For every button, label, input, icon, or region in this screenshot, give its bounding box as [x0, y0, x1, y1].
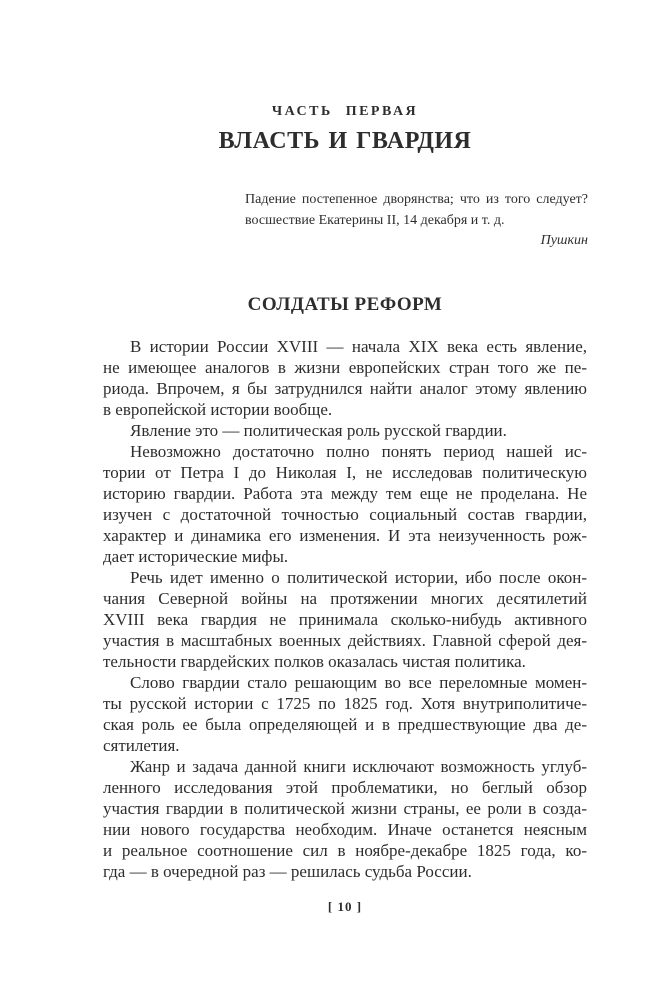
text-line: Невозможно достаточно полно понять период нашей ис-	[130, 442, 587, 461]
text-line: риода. Впрочем, я бы затруднился найти аналог этому явлению	[103, 379, 587, 398]
text-line: XVIII века гвардия не принимала сколько-нибудь активного	[103, 610, 587, 629]
text-line: ленного исследования этой проблематики, но беглый обзор	[103, 778, 587, 797]
epigraph-line: Падение постепенное дворянства; что из того следует?	[245, 192, 588, 207]
text-line: сятилетия.	[103, 736, 180, 755]
paragraph	[103, 756, 587, 882]
text-line: изучен с достаточной точностью социальный состав гвардии,	[103, 505, 587, 524]
body-text	[103, 336, 587, 882]
epigraph-attribution: Пушкин	[540, 233, 588, 248]
paragraph	[103, 441, 587, 567]
text-line: гда — в очередной раз — решилась судьба России.	[103, 862, 472, 881]
paragraph	[103, 567, 587, 672]
text-line: участия в масштабных военных действиях. Главной сферой дея-	[103, 631, 587, 650]
paragraph	[103, 336, 587, 420]
text-line: Слово гвардии стало решающим во все переломные момен-	[130, 673, 587, 692]
text-line: Жанр и задача данной книги исключают возможность углуб-	[130, 757, 587, 776]
text-line: В истории России XVIII — начала XIX века есть явление,	[130, 337, 587, 356]
text-line: историю гвардии. Работа эта между тем еще не проделана. Не	[103, 484, 587, 503]
paragraph	[103, 672, 587, 756]
text-line: не имеющее аналогов в жизни европейских стран того же пе-	[103, 358, 587, 377]
text-line: Явление это — политическая роль русской гвардии.	[130, 421, 507, 440]
paragraph	[103, 420, 587, 441]
text-line: в европейской истории вообще.	[103, 400, 333, 419]
text-line: и реальное соотношение сил в ноябре-декабре 1825 года, ко-	[103, 841, 587, 860]
text-line: тельности гвардейских полков оказалась чистая политика.	[103, 652, 526, 671]
text-line: характер и динамика его изменения. И эта неизученность рож-	[103, 526, 587, 545]
epigraph	[245, 189, 588, 231]
part-label: ЧАСТЬ ПЕРВАЯ	[271, 104, 419, 119]
text-line: нии нового государства необходим. Иначе останется неясным	[103, 820, 587, 839]
text-line: тории от Петра I до Николая I, не исследовав политическую	[103, 463, 587, 482]
text-line: ты русской истории с 1725 по 1825 год. Хотя внутриполитиче-	[103, 694, 587, 713]
text-block	[103, 0, 587, 1000]
text-line: ская роль ее была определяющей и в предшествующие два де-	[103, 715, 587, 734]
part-title: ВЛАСТЬ И ГВАРДИЯ	[218, 128, 472, 154]
text-line: дает исторические мифы.	[103, 547, 289, 566]
text-line: чания Северной войны на протяжении многих десятилетий	[103, 589, 587, 608]
page-number: [ 10 ]	[327, 899, 363, 914]
text-line: Речь идет именно о политической истории, ибо после окон-	[130, 568, 587, 587]
chapter-title: СОЛДАТЫ РЕФОРМ	[247, 294, 443, 315]
text-line: участия гвардии в политической жизни страны, ее роли в созда-	[103, 799, 587, 818]
epigraph-line: восшествие Екатерины II, 14 декабря и т. д.	[245, 213, 505, 228]
